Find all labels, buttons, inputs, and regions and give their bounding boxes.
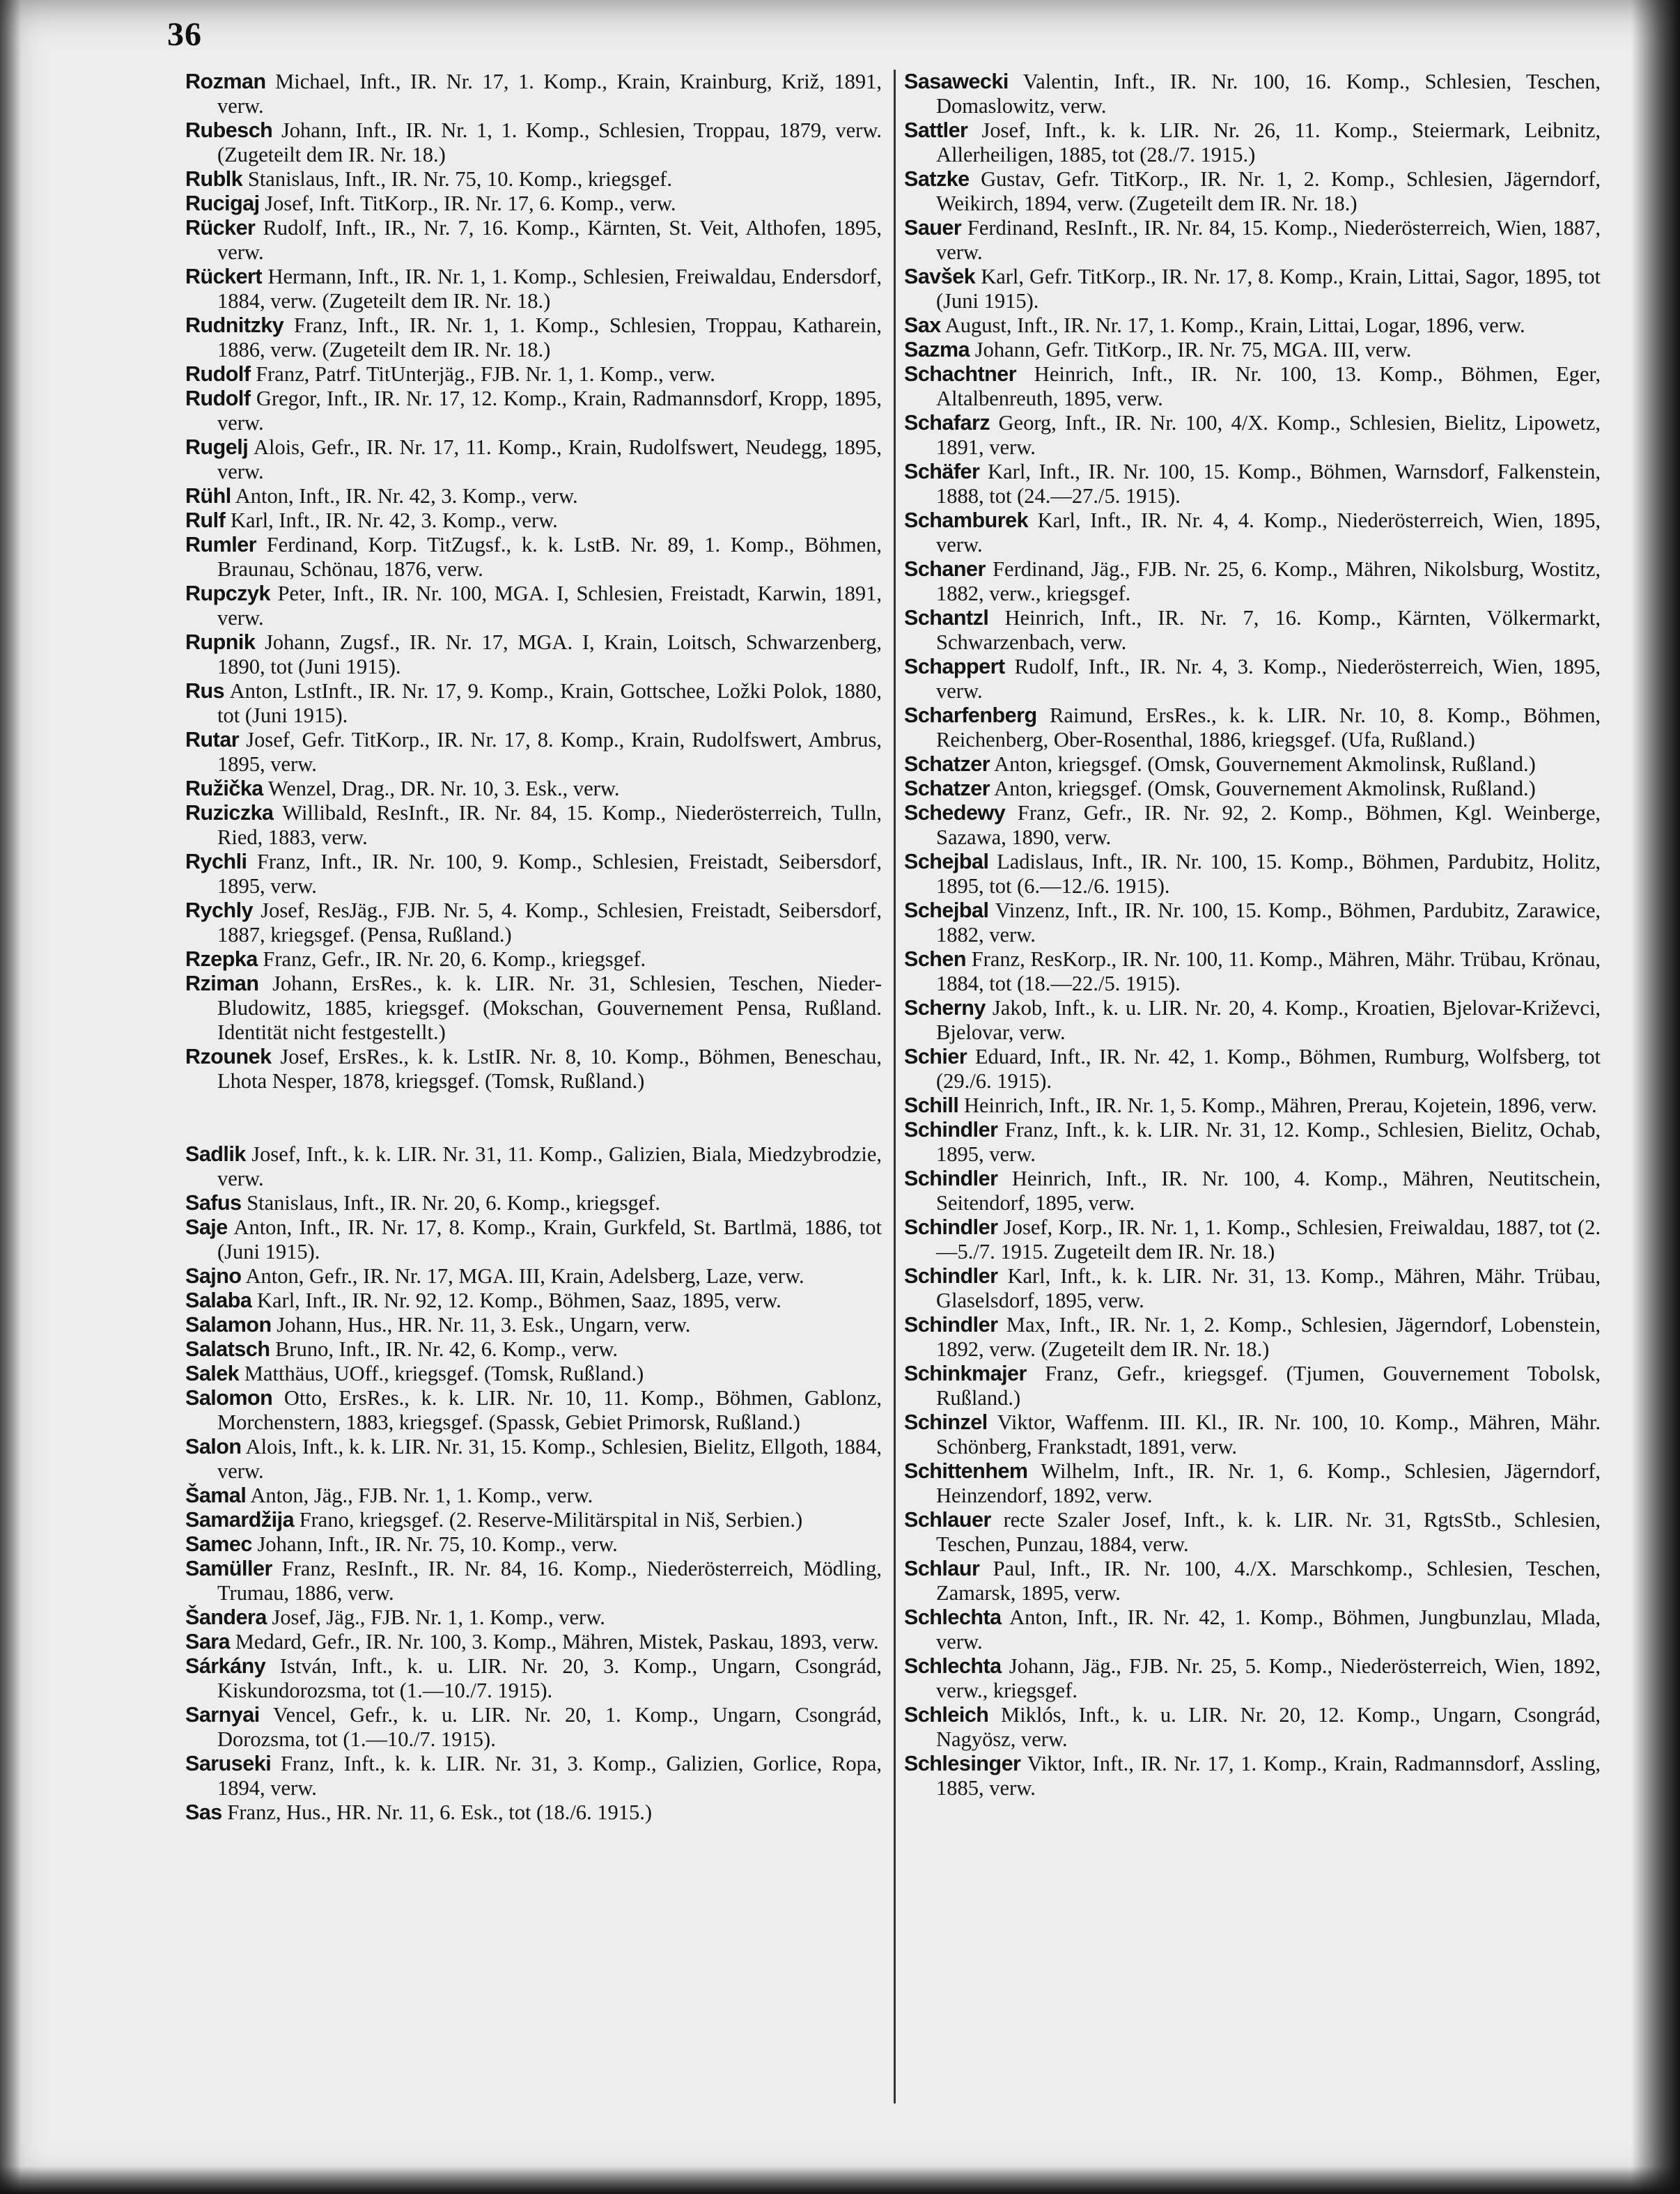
entry-surname: Sauer — [904, 216, 962, 240]
entry-details: Alois, Inft., k. k. LIR. Nr. 31, 15. Komp., Schlesien, Bielitz, Ellgoth, 1884, verw. — [217, 1435, 882, 1483]
entry-details: Anton, Inft., IR. Nr. 17, 8. Komp., Krain, Gurkfeld, St. Bartlmä, 1886, tot (Juni 1915). — [217, 1215, 882, 1263]
entry-surname: Schaner — [904, 557, 986, 581]
entry-surname: Rugelj — [185, 435, 249, 459]
list-entry — [904, 216, 1601, 265]
entry-surname: Salek — [185, 1362, 240, 1385]
entry-surname: Schen — [904, 947, 967, 971]
list-entry — [185, 582, 882, 630]
entry-details: August, Inft., IR. Nr. 17, 1. Komp., Krain, Littai, Logar, 1896, verw. — [944, 313, 1525, 337]
right-column-entries — [904, 70, 1601, 1800]
entry-surname: Šamal — [185, 1484, 247, 1507]
entry-details: Johann, ErsRes., k. k. LIR. Nr. 31, Schlesien, Teschen, Nieder-Bludowitz, 1885, kriegsgef. (Mokschan, Gouvernement Pensa, Rußland. Identität nicht festgestellt.) — [217, 972, 882, 1044]
entry-surname: Schlechta — [904, 1654, 1002, 1678]
entry-surname: Sárkány — [185, 1654, 266, 1678]
entry-surname: Sattler — [904, 118, 968, 142]
list-entry — [904, 1459, 1601, 1508]
entry-surname: Schedewy — [904, 801, 1006, 825]
list-entry — [185, 679, 882, 728]
list-entry — [904, 1703, 1601, 1752]
list-entry — [185, 630, 882, 679]
list-entry — [185, 533, 882, 582]
entry-surname: Sajno — [185, 1264, 242, 1288]
entry-details: Max, Inft., IR. Nr. 1, 2. Komp., Schlesien, Jägerndorf, Lobenstein, 1892, verw. (Zugeteilt dem IR. Nr. 18.) — [936, 1313, 1601, 1361]
entry-details: Anton, Jäg., FJB. Nr. 1, 1. Komp., verw. — [250, 1484, 593, 1507]
entry-surname: Sadlik — [185, 1142, 246, 1166]
list-entry — [904, 167, 1601, 216]
entry-details: Johann, Gefr. TitKorp., IR. Nr. 75, MGA. III, verw. — [974, 338, 1412, 361]
entry-surname: Ružička — [185, 777, 263, 800]
list-entry — [185, 947, 882, 972]
entry-details: Ferdinand, Korp. TitZugsf., k. k. LstB. Nr. 89, 1. Komp., Böhmen, Braunau, Schönau, 1876, verw. — [217, 533, 882, 581]
list-entry — [185, 1605, 882, 1630]
list-entry — [904, 777, 1601, 801]
list-entry — [904, 850, 1601, 898]
entry-details: Josef, Inft. TitKorp., IR. Nr. 17, 6. Komp., verw. — [265, 192, 676, 215]
entry-details: Karl, Inft., IR. Nr. 100, 15. Komp., Böhmen, Warnsdorf, Falkenstein, 1888, tot (24.—27./5. 1915). — [936, 460, 1601, 508]
entry-surname: Rychly — [185, 898, 254, 922]
entry-details: Medard, Gefr., IR. Nr. 100, 3. Komp., Mähren, Mistek, Paskau, 1893, verw. — [235, 1630, 879, 1654]
entry-surname: Rulf — [185, 508, 226, 532]
entry-surname: Šandera — [185, 1605, 267, 1629]
entry-surname: Samec — [185, 1532, 252, 1556]
entry-details: Anton, kriegsgef. (Omsk, Gouvernement Akmolinsk, Rußland.) — [994, 777, 1536, 800]
entry-surname: Schatzer — [904, 777, 990, 800]
entry-details: Anton, Inft., IR. Nr. 42, 1. Komp., Böhmen, Jungbunzlau, Mlada, verw. — [936, 1605, 1601, 1654]
right-column — [904, 70, 1601, 1800]
entry-surname: Savšek — [904, 265, 976, 288]
entry-details: Franz, Hus., HR. Nr. 11, 6. Esk., tot (18./6. 1915.) — [227, 1800, 653, 1824]
entry-details: Johann, Hus., HR. Nr. 11, 3. Esk., Ungarn, verw. — [277, 1313, 691, 1337]
list-entry — [904, 1508, 1601, 1557]
scan-edge-left — [0, 0, 21, 2194]
entry-details: Frano, kriegsgef. (2. Reserve-Militärspital in Niš, Serbien.) — [299, 1508, 803, 1532]
entry-surname: Schlauer — [904, 1508, 991, 1532]
entry-details: Franz, Inft., k. k. LIR. Nr. 31, 12. Komp., Schlesien, Bielitz, Ochab, 1895, verw. — [936, 1118, 1601, 1166]
entry-details: Anton, Gefr., IR. Nr. 17, MGA. III, Krain, Adelsberg, Laze, verw. — [245, 1264, 804, 1288]
list-entry — [904, 508, 1601, 557]
list-entry — [185, 167, 882, 192]
list-entry — [185, 435, 882, 484]
list-entry — [904, 1118, 1601, 1167]
entry-surname: Schlechta — [904, 1605, 1002, 1629]
entry-surname: Rzounek — [185, 1045, 272, 1068]
list-entry — [185, 118, 882, 167]
entry-surname: Schinzel — [904, 1410, 988, 1434]
list-entry — [185, 1508, 882, 1532]
page-number: 36 — [167, 16, 202, 53]
entry-details: Stanislaus, Inft., IR. Nr. 20, 6. Komp., kriegsgef. — [247, 1191, 661, 1215]
entry-surname: Schatzer — [904, 752, 990, 776]
entry-surname: Schachtner — [904, 362, 1017, 386]
entry-surname: Safus — [185, 1191, 242, 1215]
entry-details: Karl, Inft., k. k. LIR. Nr. 31, 13. Komp., Mähren, Mähr. Trübau, Glaselsdorf, 1895, verw. — [936, 1264, 1601, 1312]
entry-surname: Rutar — [185, 728, 240, 752]
list-entry — [904, 1362, 1601, 1410]
list-entry — [904, 313, 1601, 338]
entry-details: Michael, Inft., IR. Nr. 17, 1. Komp., Krain, Krainburg, Križ, 1891, verw. — [217, 70, 882, 118]
list-entry — [185, 362, 882, 387]
entry-surname: Schäfer — [904, 460, 980, 483]
list-entry — [185, 1362, 882, 1386]
list-entry — [185, 1045, 882, 1094]
entry-details: Franz, Gefr., IR. Nr. 92, 2. Komp., Böhmen, Kgl. Weinberge, Sazawa, 1890, verw. — [936, 801, 1601, 849]
list-entry — [904, 898, 1601, 947]
entry-details: Franz, ResKorp., IR. Nr. 100, 11. Komp., Mähren, Mähr. Trübau, Krönau, 1884, tot (18.—22./5. 1915). — [936, 947, 1601, 995]
entry-surname: Rucigaj — [185, 192, 260, 215]
list-entry — [185, 1654, 882, 1703]
entry-surname: Schafarz — [904, 411, 990, 435]
list-entry — [185, 728, 882, 777]
entry-details: Josef, Inft., k. k. LIR. Nr. 31, 11. Komp., Galizien, Biala, Miedzybrodzie, verw. — [217, 1142, 882, 1190]
entry-surname: Rozman — [185, 70, 266, 93]
entry-surname: Rupczyk — [185, 582, 270, 605]
list-entry — [185, 508, 882, 533]
entry-surname: Sax — [904, 313, 941, 337]
entry-details: Ladislaus, Inft., IR. Nr. 100, 15. Komp., Böhmen, Pardubitz, Holitz, 1895, tot (6.—12./6. 1915). — [936, 850, 1601, 898]
entry-details: Raimund, ErsRes., k. k. LIR. Nr. 10, 8. Komp., Böhmen, Reichenberg, Ober-Rosenthal, 1886, kriegsgef. (Ufa, Rußland.) — [936, 703, 1601, 752]
entry-surname: Salaba — [185, 1289, 252, 1312]
entry-surname: Rziman — [185, 972, 259, 995]
entry-details: Heinrich, Inft., IR. Nr. 7, 16. Komp., Kärnten, Völkermarkt, Schwarzenbach, verw. — [936, 606, 1601, 654]
list-entry — [185, 1630, 882, 1654]
entry-details: Johann, Jäg., FJB. Nr. 25, 5. Komp., Niederösterreich, Wien, 1892, verw., kriegsgef. — [936, 1654, 1601, 1702]
list-entry — [185, 484, 882, 508]
entry-details: Josef, Inft., k. k. LIR. Nr. 26, 11. Komp., Steiermark, Leibnitz, Allerheiligen, 1885, tot (28./7. 1915.) — [936, 118, 1601, 166]
entry-surname: Schindler — [904, 1118, 998, 1142]
scan-edge-bottom — [0, 2166, 1680, 2194]
entry-details: Otto, ErsRes., k. k. LIR. Nr. 10, 11. Komp., Böhmen, Gablonz, Morchenstern, 1883, kriegsgef. (Spassk, Gebiet Primorsk, Rußland.) — [217, 1386, 882, 1434]
entry-surname: Schittenhem — [904, 1459, 1028, 1483]
list-entry — [185, 1484, 882, 1508]
entry-details: Karl, Inft., IR. Nr. 4, 4. Komp., Niederösterreich, Wien, 1895, verw. — [936, 508, 1601, 557]
list-entry — [185, 1532, 882, 1557]
entry-surname: Rückert — [185, 265, 263, 288]
entry-surname: Schindler — [904, 1313, 998, 1337]
list-entry — [185, 1752, 882, 1800]
entry-surname: Rubesch — [185, 118, 273, 142]
entry-details: Viktor, Waffenm. III. Kl., IR. Nr. 100, 10. Komp., Mähren, Mähr. Schönberg, Frankstadt, 1891, verw. — [936, 1410, 1601, 1458]
entry-details: Wenzel, Drag., DR. Nr. 10, 3. Esk., verw. — [267, 777, 620, 800]
entry-surname: Schejbal — [904, 850, 989, 873]
list-entry — [904, 703, 1601, 752]
list-entry — [904, 1557, 1601, 1605]
entry-details: Gustav, Gefr. TitKorp., IR. Nr. 1, 2. Komp., Schlesien, Jägerndorf, Weikirch, 1894, verw. (Zugeteilt dem IR. Nr. 18.) — [936, 167, 1601, 215]
entry-surname: Schindler — [904, 1215, 998, 1239]
entry-surname: Rücker — [185, 216, 256, 240]
entry-details: Bruno, Inft., IR. Nr. 42, 6. Komp., verw. — [275, 1337, 618, 1361]
entry-details: Anton, Inft., IR. Nr. 42, 3. Komp., verw. — [235, 484, 578, 508]
entry-surname: Rumler — [185, 533, 257, 557]
entry-surname: Rus — [185, 679, 225, 703]
entry-surname: Schill — [904, 1094, 959, 1117]
entry-details: Georg, Inft., IR. Nr. 100, 4/X. Komp., Schlesien, Bielitz, Lipowetz, 1891, verw. — [936, 411, 1601, 459]
entry-details: Josef, Jäg., FJB. Nr. 1, 1. Komp., verw. — [272, 1605, 605, 1629]
entry-surname: Rupnik — [185, 630, 256, 654]
entry-details: Josef, Korp., IR. Nr. 1, 1. Komp., Schlesien, Freiwaldau, 1887, tot (2.—5./7. 1915. Zugeteilt dem IR. Nr. 18.) — [936, 1215, 1601, 1263]
entry-details: recte Szaler Josef, Inft., k. k. LIR. Nr. 31, RgtsStb., Schlesien, Teschen, Punzau, 1884, verw. — [936, 1508, 1601, 1556]
entry-surname: Schindler — [904, 1167, 998, 1190]
entry-surname: Schappert — [904, 655, 1005, 678]
entry-surname: Schinkmajer — [904, 1362, 1027, 1385]
entry-surname: Rublk — [185, 167, 243, 191]
list-entry — [904, 1045, 1601, 1094]
list-entry — [185, 1557, 882, 1605]
entry-details: Karl, Inft., IR. Nr. 42, 3. Komp., verw. — [230, 508, 558, 532]
entry-details: Gregor, Inft., IR. Nr. 17, 12. Komp., Krain, Radmannsdorf, Kropp, 1895, verw. — [217, 387, 882, 435]
entry-details: Vencel, Gefr., k. u. LIR. Nr. 20, 1. Komp., Ungarn, Csongrád, Dorozsma, tot (1.—10./7. 1915). — [217, 1703, 882, 1751]
entry-details: Franz, Inft., k. k. LIR. Nr. 31, 3. Komp., Galizien, Gorlice, Ropa, 1894, verw. — [217, 1752, 882, 1800]
entry-details: Ferdinand, ResInft., IR. Nr. 84, 15. Komp., Niederösterreich, Wien, 1887, verw. — [936, 216, 1601, 264]
entry-details: Franz, Inft., IR. Nr. 1, 1. Komp., Schlesien, Troppau, Katharein, 1886, verw. (Zugeteilt dem IR. Nr. 18.) — [217, 313, 882, 361]
entry-details: Paul, Inft., IR. Nr. 100, 4./X. Marschkomp., Schlesien, Teschen, Zamarsk, 1895, verw. — [936, 1557, 1601, 1605]
list-entry — [185, 1215, 882, 1264]
entry-details: Franz, Patrf. TitUnterjäg., FJB. Nr. 1, 1. Komp., verw. — [256, 362, 715, 386]
list-entry — [904, 265, 1601, 313]
entry-details: Peter, Inft., IR. Nr. 100, MGA. I, Schlesien, Freistadt, Karwin, 1891, verw. — [217, 582, 882, 630]
entry-surname: Schier — [904, 1045, 967, 1068]
list-entry — [185, 1435, 882, 1484]
list-entry — [185, 1264, 882, 1289]
list-entry — [904, 1167, 1601, 1215]
list-entry — [904, 1752, 1601, 1800]
left-column-entries-r — [185, 70, 882, 1094]
entry-surname: Schlesinger — [904, 1752, 1021, 1775]
entry-surname: Rudnitzky — [185, 313, 284, 337]
list-entry — [904, 655, 1601, 703]
list-entry — [185, 1337, 882, 1362]
entry-surname: Rzepka — [185, 947, 258, 971]
entry-details: Rudolf, Inft., IR., Nr. 7, 16. Komp., Kärnten, St. Veit, Althofen, 1895, verw. — [217, 216, 882, 264]
list-entry — [904, 801, 1601, 850]
list-entry — [904, 1313, 1601, 1362]
entry-surname: Sarnyai — [185, 1703, 260, 1727]
entry-details: István, Inft., k. u. LIR. Nr. 20, 3. Komp., Ungarn, Csongrád, Kiskundorozsma, tot (1.—10./7. 1915). — [217, 1654, 882, 1702]
entry-details: Johann, Inft., IR. Nr. 75, 10. Komp., verw. — [257, 1532, 618, 1556]
entry-details: Viktor, Inft., IR. Nr. 17, 1. Komp., Krain, Radmannsdorf, Assling, 1885, verw. — [936, 1752, 1601, 1800]
entry-surname: Sas — [185, 1800, 222, 1824]
entry-surname: Salatsch — [185, 1337, 270, 1361]
entry-details: Josef, Gefr. TitKorp., IR. Nr. 17, 8. Komp., Krain, Rudolfswert, Ambrus, 1895, verw. — [217, 728, 882, 776]
list-entry — [185, 313, 882, 362]
entry-surname: Schleich — [904, 1703, 989, 1727]
list-entry — [904, 411, 1601, 460]
list-entry — [904, 1654, 1601, 1703]
list-entry — [904, 947, 1601, 996]
entry-details: Anton, LstInft., IR. Nr. 17, 9. Komp., Krain, Gottschee, Ložki Polok, 1880, tot (Juni 1915). — [217, 679, 882, 727]
list-entry — [904, 362, 1601, 411]
list-entry — [904, 70, 1601, 118]
entry-surname: Rudolf — [185, 362, 251, 386]
entry-details: Matthäus, UOff., kriegsgef. (Tomsk, Rußland.) — [244, 1362, 644, 1385]
entry-details: Miklós, Inft., k. u. LIR. Nr. 20, 12. Komp., Ungarn, Csongrád, Nagyösz, verw. — [936, 1703, 1601, 1751]
list-entry — [185, 777, 882, 801]
entry-details: Stanislaus, Inft., IR. Nr. 75, 10. Komp., kriegsgef. — [247, 167, 672, 191]
entry-surname: Rudolf — [185, 387, 251, 410]
list-entry — [185, 1703, 882, 1752]
list-entry — [185, 216, 882, 265]
entry-details: Rudolf, Inft., IR. Nr. 4, 3. Komp., Niederösterreich, Wien, 1895, verw. — [936, 655, 1601, 703]
entry-surname: Samardžija — [185, 1508, 295, 1532]
entry-details: Franz, Gefr., kriegsgef. (Tjumen, Gouvernement Tobolsk, Rußland.) — [936, 1362, 1601, 1410]
entry-details: Vinzenz, Inft., IR. Nr. 100, 15. Komp., Böhmen, Pardubitz, Zarawice, 1882, verw. — [936, 898, 1601, 947]
entry-surname: Rühl — [185, 484, 231, 508]
entry-details: Valentin, Inft., IR. Nr. 100, 16. Komp., Schlesien, Teschen, Domaslowitz, verw. — [936, 70, 1601, 118]
entry-details: Johann, Inft., IR. Nr. 1, 1. Komp., Schlesien, Troppau, 1879, verw. (Zugeteilt dem IR. Nr. 18.) — [217, 118, 882, 166]
entry-surname: Sasawecki — [904, 70, 1009, 93]
entry-surname: Scharfenberg — [904, 703, 1037, 727]
list-entry — [904, 557, 1601, 606]
entry-surname: Saje — [185, 1215, 228, 1239]
list-entry — [904, 460, 1601, 508]
entry-details: Heinrich, Inft., IR. Nr. 100, 13. Komp., Böhmen, Eger, Altalbenreuth, 1895, verw. — [936, 362, 1601, 410]
list-entry — [904, 752, 1601, 777]
list-entry — [185, 801, 882, 850]
entry-details: Josef, ResJäg., FJB. Nr. 5, 4. Komp., Schlesien, Freistadt, Seibersdorf, 1887, kriegsgef. (Pensa, Rußland.) — [217, 898, 882, 947]
list-entry — [904, 1215, 1601, 1264]
entry-surname: Salamon — [185, 1313, 272, 1337]
entry-details: Karl, Gefr. TitKorp., IR. Nr. 17, 8. Komp., Krain, Littai, Sagor, 1895, tot (Juni 1915). — [936, 265, 1601, 313]
entry-details: Franz, Inft., IR. Nr. 100, 9. Komp., Schlesien, Freistadt, Seibersdorf, 1895, verw. — [217, 850, 882, 898]
entry-details: Franz, ResInft., IR. Nr. 84, 16. Komp., Niederösterreich, Mödling, Trumau, 1886, verw. — [217, 1557, 882, 1605]
list-entry — [185, 1800, 882, 1825]
list-entry — [185, 850, 882, 898]
list-entry — [185, 972, 882, 1045]
list-entry — [185, 265, 882, 313]
entry-details: Jakob, Inft., k. u. LIR. Nr. 20, 4. Komp., Kroatien, Bjelovar-Križevci, Bjelovar, verw. — [936, 996, 1601, 1044]
entry-details: Hermann, Inft., IR. Nr. 1, 1. Komp., Schlesien, Freiwaldau, Endersdorf, 1884, verw. (Zugeteilt dem IR. Nr. 18.) — [217, 265, 882, 313]
entry-details: Eduard, Inft., IR. Nr. 42, 1. Komp., Böhmen, Rumburg, Wolfsberg, tot (29./6. 1915). — [936, 1045, 1601, 1093]
entry-surname: Sazma — [904, 338, 970, 361]
list-entry — [904, 338, 1601, 362]
list-entry — [904, 118, 1601, 167]
list-entry — [185, 898, 882, 947]
entry-surname: Satzke — [904, 167, 970, 191]
entry-details: Josef, ErsRes., k. k. LstIR. Nr. 8, 10. Komp., Böhmen, Beneschau, Lhota Nesper, 1878, kriegsgef. (Tomsk, Rußland.) — [217, 1045, 882, 1093]
list-entry — [185, 387, 882, 435]
entry-surname: Schejbal — [904, 898, 989, 922]
list-entry — [185, 1191, 882, 1215]
entry-details: Karl, Inft., IR. Nr. 92, 12. Komp., Böhmen, Saaz, 1895, verw. — [256, 1289, 781, 1312]
entry-details: Alois, Gefr., IR. Nr. 17, 11. Komp., Krain, Rudolfswert, Neudegg, 1895, verw. — [217, 435, 882, 483]
list-entry — [904, 1410, 1601, 1459]
entry-details: Johann, Zugsf., IR. Nr. 17, MGA. I, Krain, Loitsch, Schwarzenberg, 1890, tot (Juni 1915). — [217, 630, 882, 678]
entry-details: Heinrich, Inft., IR. Nr. 100, 4. Komp., Mähren, Neutitschein, Seitendorf, 1895, verw. — [936, 1167, 1601, 1215]
entry-details: Wilhelm, Inft., IR. Nr. 1, 6. Komp., Schlesien, Jägerndorf, Heinzendorf, 1892, verw. — [936, 1459, 1601, 1507]
entry-surname: Schantzl — [904, 606, 989, 630]
entry-surname: Schamburek — [904, 508, 1029, 532]
list-entry — [904, 606, 1601, 655]
entry-surname: Ruziczka — [185, 801, 274, 825]
entry-surname: Rychli — [185, 850, 247, 873]
entry-details: Anton, kriegsgef. (Omsk, Gouvernement Akmolinsk, Rußland.) — [994, 752, 1536, 776]
list-entry — [185, 1313, 882, 1337]
list-entry — [185, 70, 882, 118]
entry-details: Heinrich, Inft., IR. Nr. 1, 5. Komp., Mähren, Prerau, Kojetein, 1896, verw. — [963, 1094, 1597, 1117]
list-entry — [185, 1142, 882, 1191]
list-entry — [185, 1289, 882, 1313]
list-entry — [185, 192, 882, 216]
entry-surname: Schindler — [904, 1264, 998, 1288]
left-column-entries-s — [185, 1142, 882, 1825]
scan-edge-right — [1631, 0, 1680, 2194]
entry-surname: Salon — [185, 1435, 242, 1458]
left-column — [185, 70, 882, 1825]
entry-surname: Saruseki — [185, 1752, 272, 1775]
list-entry — [904, 996, 1601, 1045]
list-entry — [185, 1386, 882, 1435]
entry-details: Franz, Gefr., IR. Nr. 20, 6. Komp., kriegsgef. — [263, 947, 646, 971]
list-entry — [904, 1094, 1601, 1118]
column-divider — [894, 70, 896, 2103]
list-entry — [904, 1605, 1601, 1654]
entry-surname: Salomon — [185, 1386, 273, 1410]
list-entry — [904, 1264, 1601, 1313]
entry-surname: Scherny — [904, 996, 986, 1020]
entry-surname: Sara — [185, 1630, 231, 1654]
entry-details: Ferdinand, Jäg., FJB. Nr. 25, 6. Komp., Mähren, Nikolsburg, Wostitz, 1882, verw., kriegsgef. — [936, 557, 1601, 605]
section-gap — [185, 1094, 882, 1142]
entry-details: Willibald, ResInft., IR. Nr. 84, 15. Komp., Niederösterreich, Tulln, Ried, 1883, verw. — [217, 801, 882, 849]
entry-surname: Samüller — [185, 1557, 272, 1580]
entry-surname: Schlaur — [904, 1557, 980, 1580]
